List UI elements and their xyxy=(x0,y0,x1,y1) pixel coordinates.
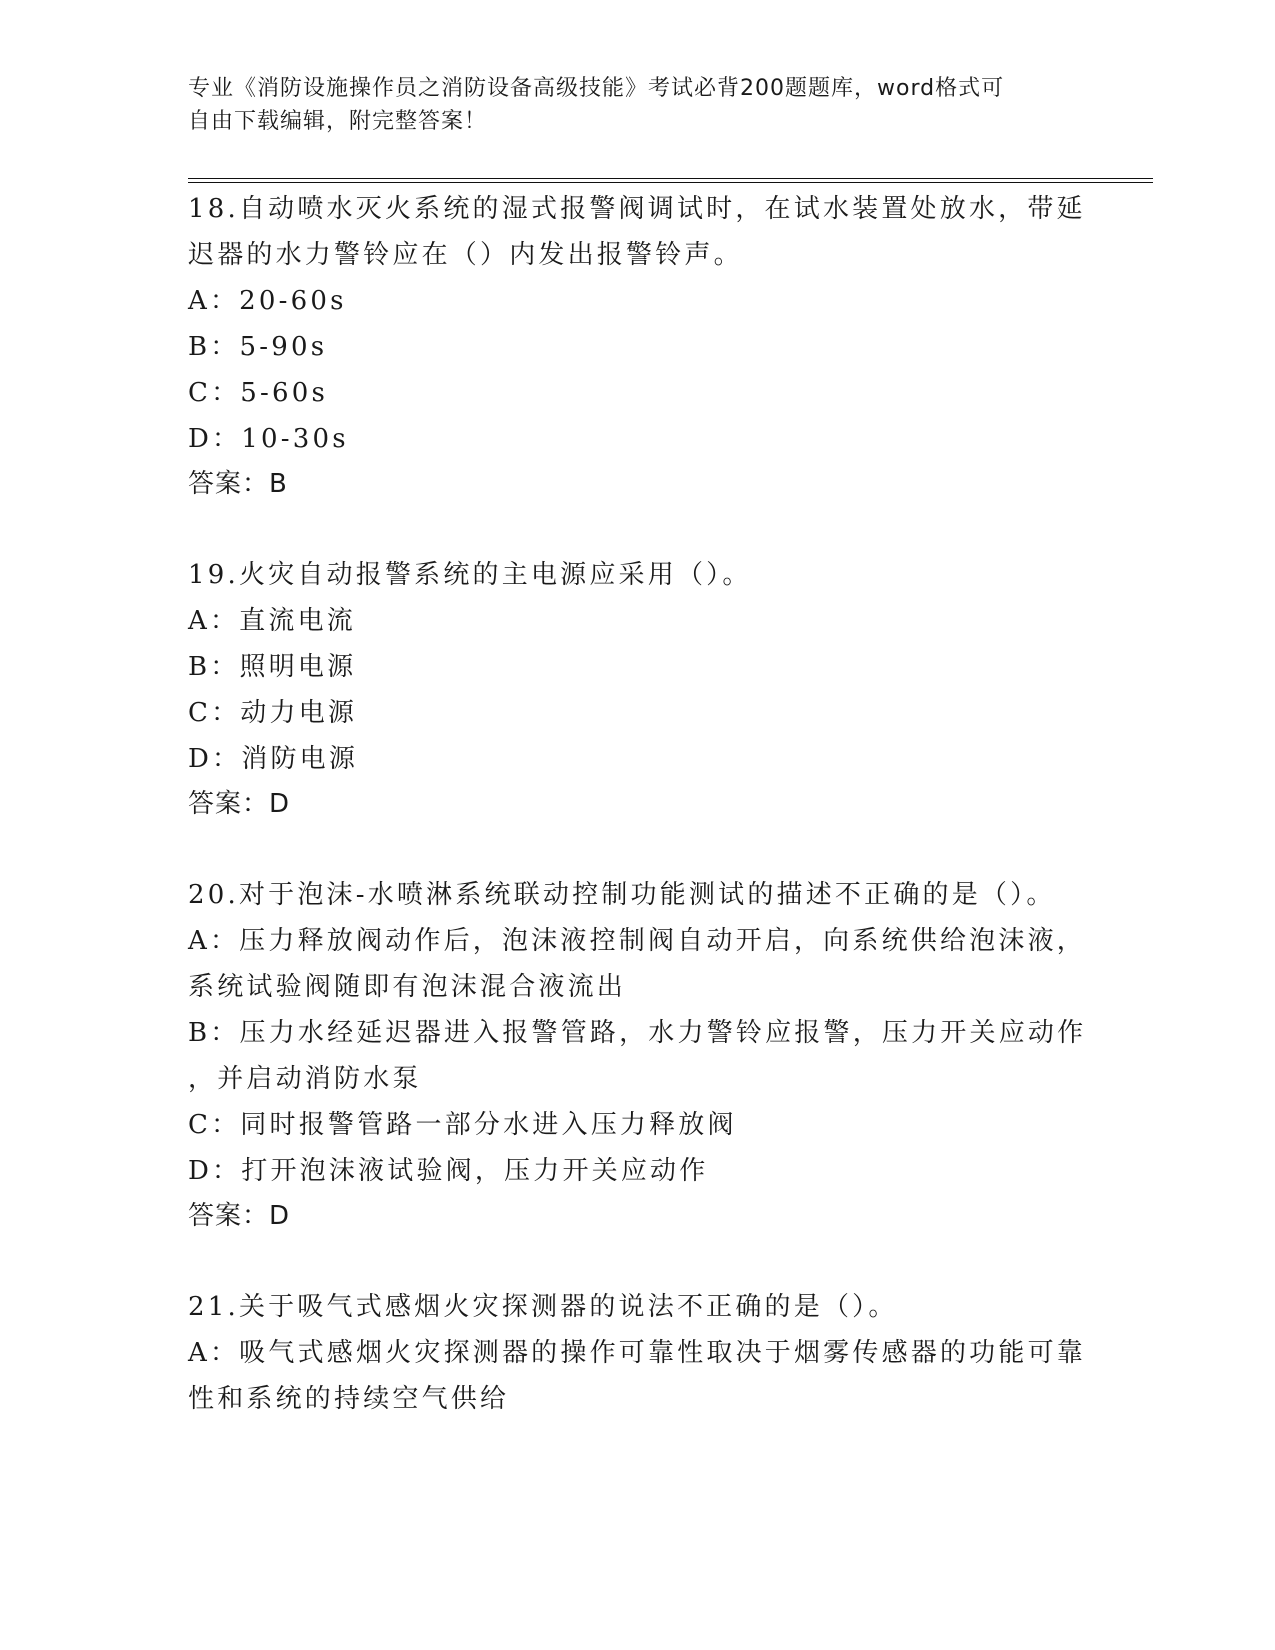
question-21 xyxy=(188,1284,1128,1422)
option-c: C：同时报警管路一部分水进入压力释放阀 xyxy=(188,1110,737,1140)
option-a-continued: 性和系统的持续空气供给 xyxy=(188,1384,510,1414)
option-a: A：20-60s xyxy=(188,286,347,316)
option-a: A：直流电流 xyxy=(188,606,356,636)
option-a: A：吸气式感烟火灾探测器的操作可靠性取决于烟雾传感器的功能可靠 xyxy=(188,1338,1086,1368)
option-d: D：打开泡沫液试验阀，压力开关应动作 xyxy=(188,1156,709,1186)
question-stem: 18.自动喷水灭火系统的湿式报警阀调试时，在试水装置处放水，带延 xyxy=(188,194,1086,224)
option-d: D：消防电源 xyxy=(188,744,359,774)
answer: 答案：D xyxy=(188,1201,291,1231)
option-a-continued: 系统试验阀随即有泡沫混合液流出 xyxy=(188,972,627,1002)
option-c: C：5-60s xyxy=(188,378,329,408)
document-header xyxy=(188,72,1088,138)
question-stem: 20.对于泡沫-水喷淋系统联动控制功能测试的描述不正确的是（）。 xyxy=(188,880,1056,910)
header-line-2: 自由下载编辑，附完整答案！ xyxy=(188,109,488,134)
option-b-continued: ，并启动消防水泵 xyxy=(188,1064,422,1094)
option-b: B：照明电源 xyxy=(188,652,357,682)
option-b: B：5-90s xyxy=(188,332,328,362)
question-stem: 19.火灾自动报警系统的主电源应采用（）。 xyxy=(188,560,752,590)
header-line-1: 专业《消防设施操作员之消防设备高级技能》考试必背200题题库，word格式可 xyxy=(188,76,1005,101)
question-20 xyxy=(188,872,1128,1238)
question-list xyxy=(188,186,1128,1468)
question-19 xyxy=(188,552,1128,826)
option-d: D：10-30s xyxy=(188,424,349,454)
answer: 答案：D xyxy=(188,789,291,819)
question-stem: 21.关于吸气式感烟火灾探测器的说法不正确的是（）。 xyxy=(188,1292,898,1322)
option-a: A：压力释放阀动作后，泡沫液控制阀自动开启，向系统供给泡沫液， xyxy=(188,926,1086,956)
header-divider-bottom xyxy=(188,182,1153,183)
answer: 答案：B xyxy=(188,469,288,499)
header-divider-top xyxy=(188,178,1153,179)
question-18 xyxy=(188,186,1128,506)
question-stem-continued: 迟器的水力警铃应在（）内发出报警铃声。 xyxy=(188,240,743,270)
option-c: C：动力电源 xyxy=(188,698,358,728)
option-b: B：压力水经延迟器进入报警管路，水力警铃应报警，压力开关应动作 xyxy=(188,1018,1087,1048)
